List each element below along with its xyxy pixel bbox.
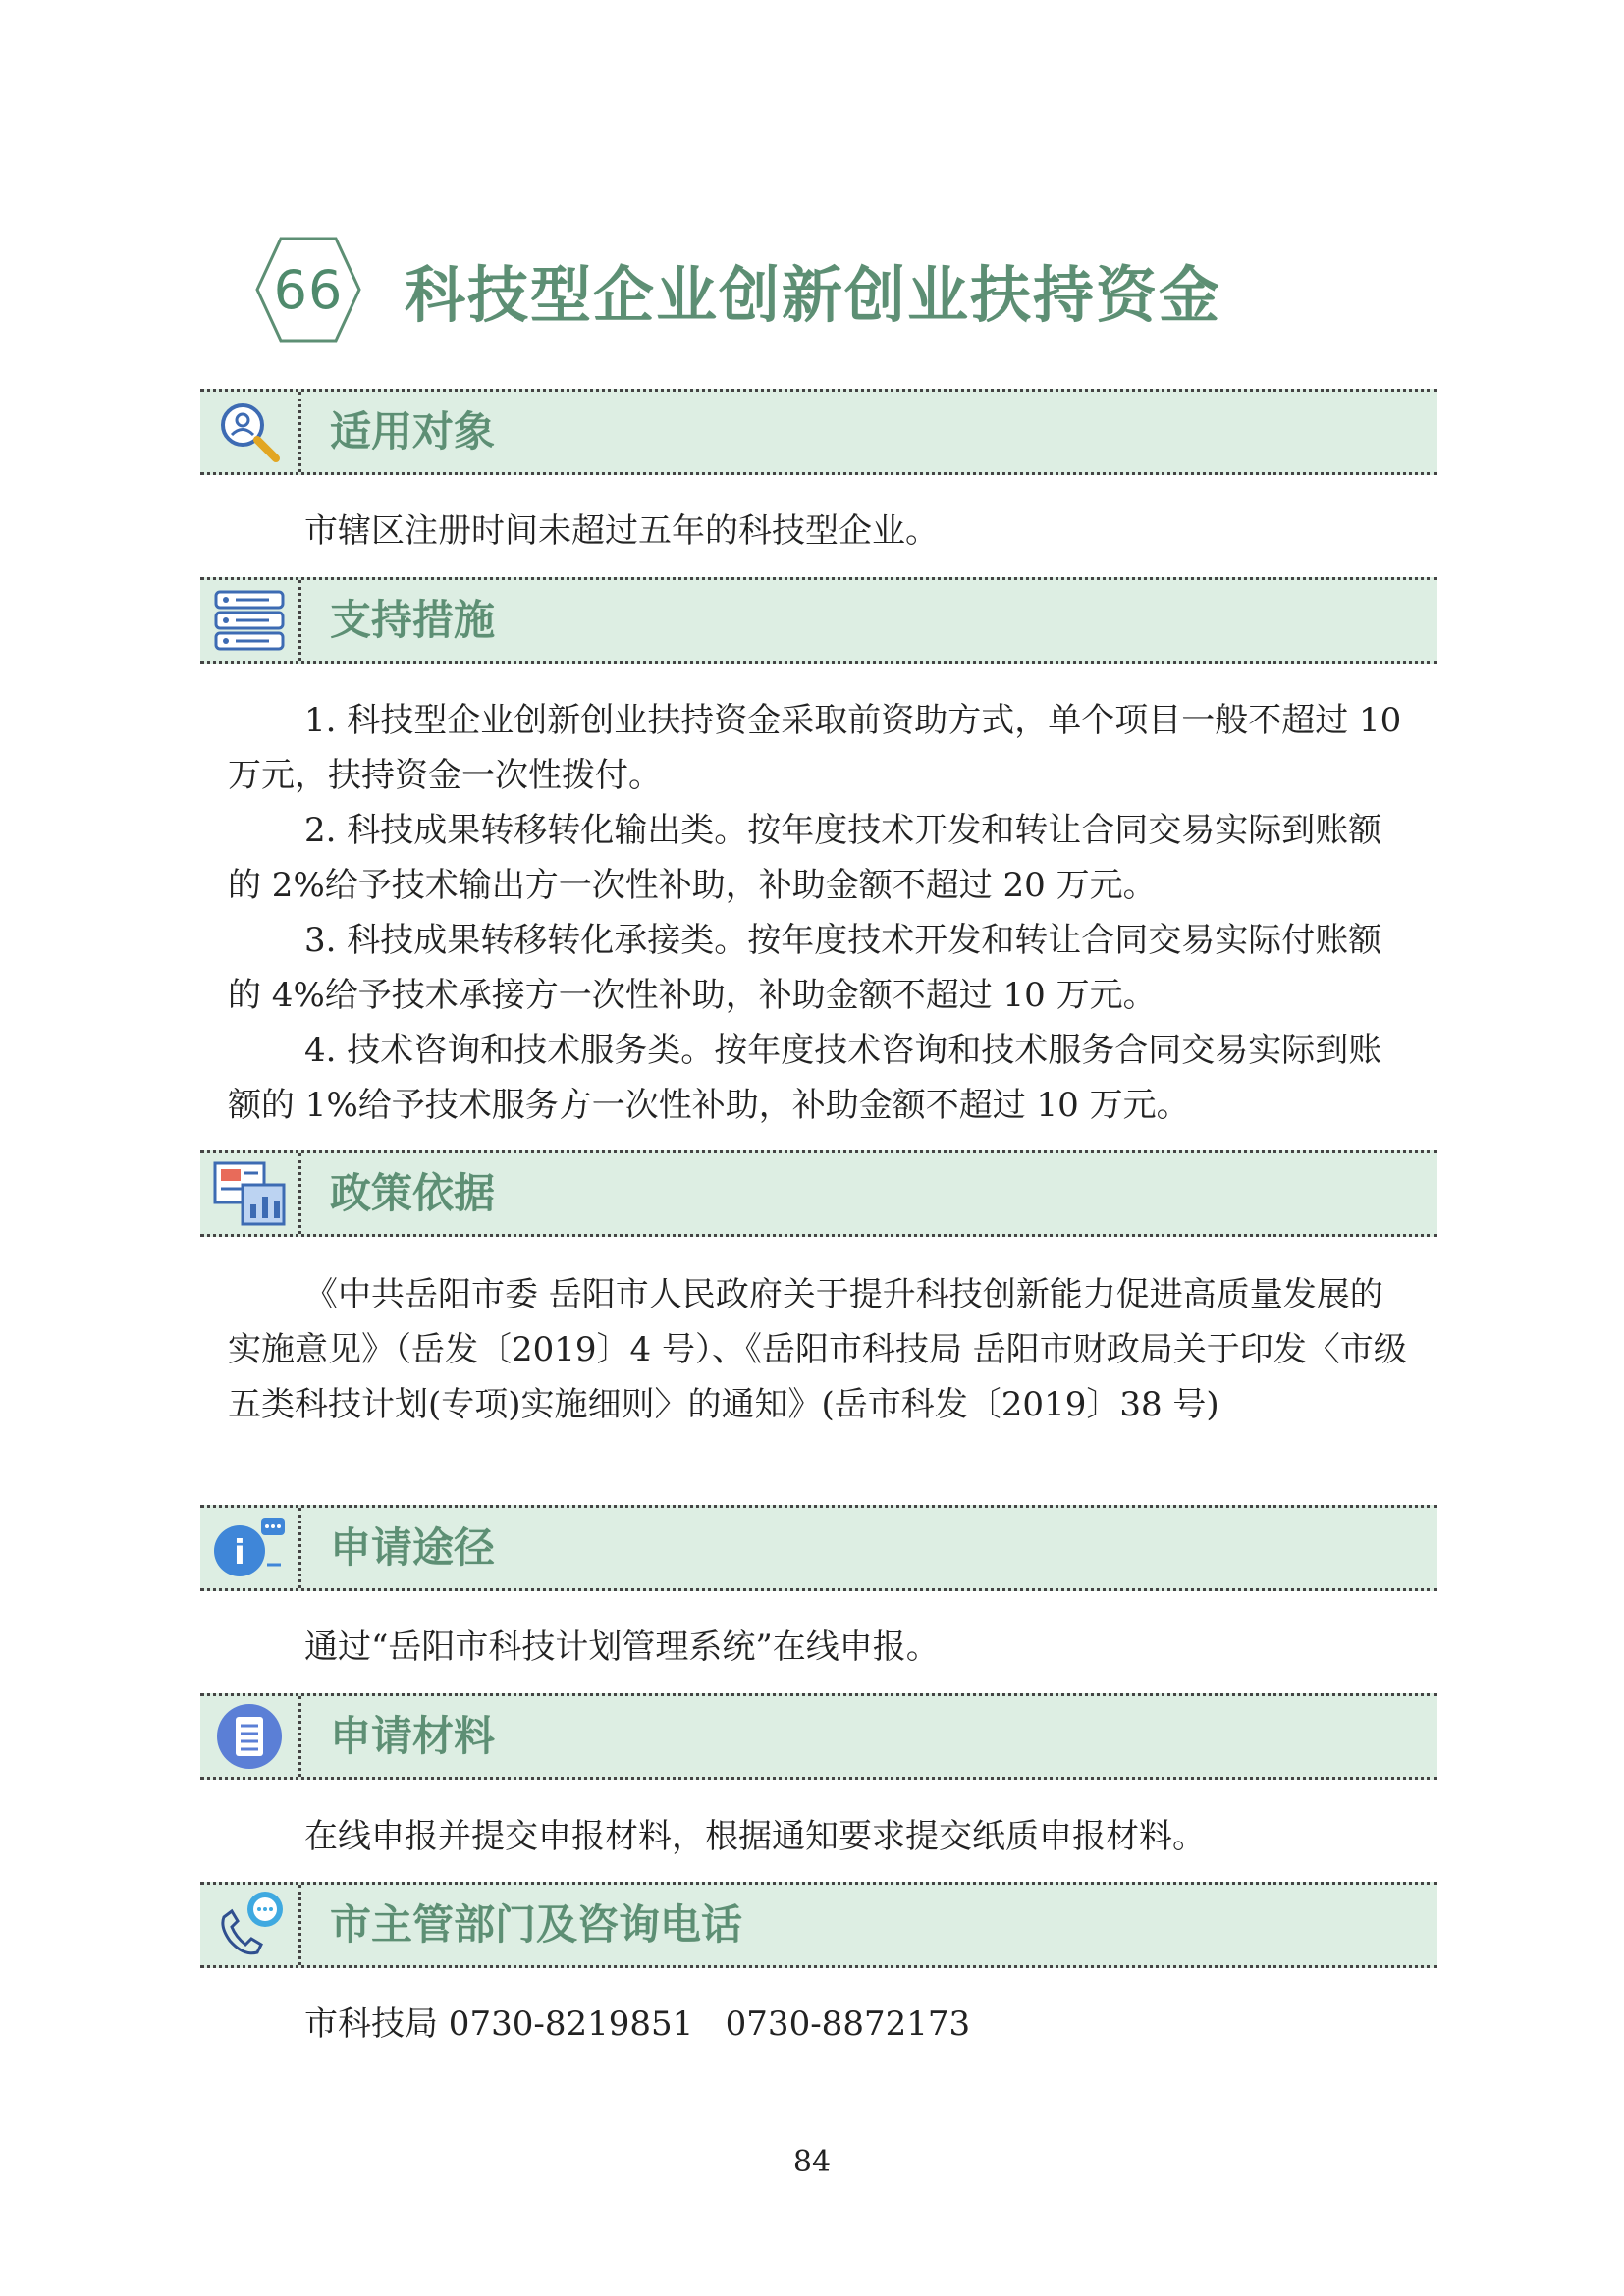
section-title: 申请材料 xyxy=(330,1712,496,1760)
support-item: 3. 科技成果转移转化承接类。按年度技术开发和转让合同交易实际付账额的 4%给予技术承接方一次性补助，补助金额不超过 10 万元。 xyxy=(228,921,1382,1015)
section-title: 支持措施 xyxy=(330,596,496,644)
section-target-header xyxy=(200,389,1437,475)
policy-text-block xyxy=(228,1267,1411,1432)
materials-text: 在线申报并提交申报材料，根据通知要求提交纸质申报材料。 xyxy=(304,1817,1206,1856)
section-title: 适用对象 xyxy=(330,407,496,455)
section-channel-header xyxy=(200,1505,1437,1591)
channel-text: 通过“岳阳市科技计划管理系统”在线申报。 xyxy=(304,1628,940,1667)
info-chat-icon xyxy=(200,1508,298,1588)
page-heading xyxy=(253,232,1221,347)
section-title: 申请途径 xyxy=(330,1523,496,1572)
page-title: 科技型企业创新创业扶持资金 xyxy=(405,258,1222,331)
section-materials-header xyxy=(200,1693,1437,1780)
section-title: 政策依据 xyxy=(330,1169,496,1217)
policy-text: 《中共岳阳市委 岳阳市人民政府关于提升科技创新能力促进高质量发展的实施意见》（岳发〔2019〕4 号）、《岳阳市科技局 岳阳市财政局关于印发〈市级五类科技计划(专项)实施细则〉的通知》(岳市科发〔2019〕38 号) xyxy=(228,1275,1407,1424)
phone-chat-icon xyxy=(200,1885,298,1965)
section-support-header xyxy=(200,577,1437,664)
target-text: 市辖区注册时间未超过五年的科技型企业。 xyxy=(304,511,939,551)
support-item: 1. 科技型企业创新创业扶持资金采取前资助方式，单个项目一般不超过 10 万元，扶持资金一次性拨付。 xyxy=(228,701,1402,795)
person-search-icon xyxy=(200,392,298,472)
contact-text: 市科技局 0730-8219851 0730-8872173 xyxy=(304,2004,971,2044)
page-number: 84 xyxy=(792,2145,832,2179)
svg-text:i: i xyxy=(234,1533,245,1573)
list-document-icon xyxy=(200,1696,298,1777)
hexagon-number-badge xyxy=(253,235,363,345)
section-policy-header xyxy=(200,1150,1437,1237)
support-list xyxy=(228,693,1411,1133)
heading-number: 66 xyxy=(273,258,344,321)
support-item: 4. 技术咨询和技术服务类。按年度技术咨询和技术服务合同交易实际到账额的 1%给予技术服务方一次性补助，补助金额不超过 10 万元。 xyxy=(228,1031,1382,1125)
document-chart-icon xyxy=(200,1153,298,1234)
section-title: 市主管部门及咨询电话 xyxy=(330,1900,743,1949)
server-list-icon xyxy=(200,580,298,661)
section-contact-header xyxy=(200,1882,1437,1968)
support-item: 2. 科技成果转移转化输出类。按年度技术开发和转让合同交易实际到账额的 2%给予技术输出方一次性补助，补助金额不超过 20 万元。 xyxy=(228,811,1382,905)
